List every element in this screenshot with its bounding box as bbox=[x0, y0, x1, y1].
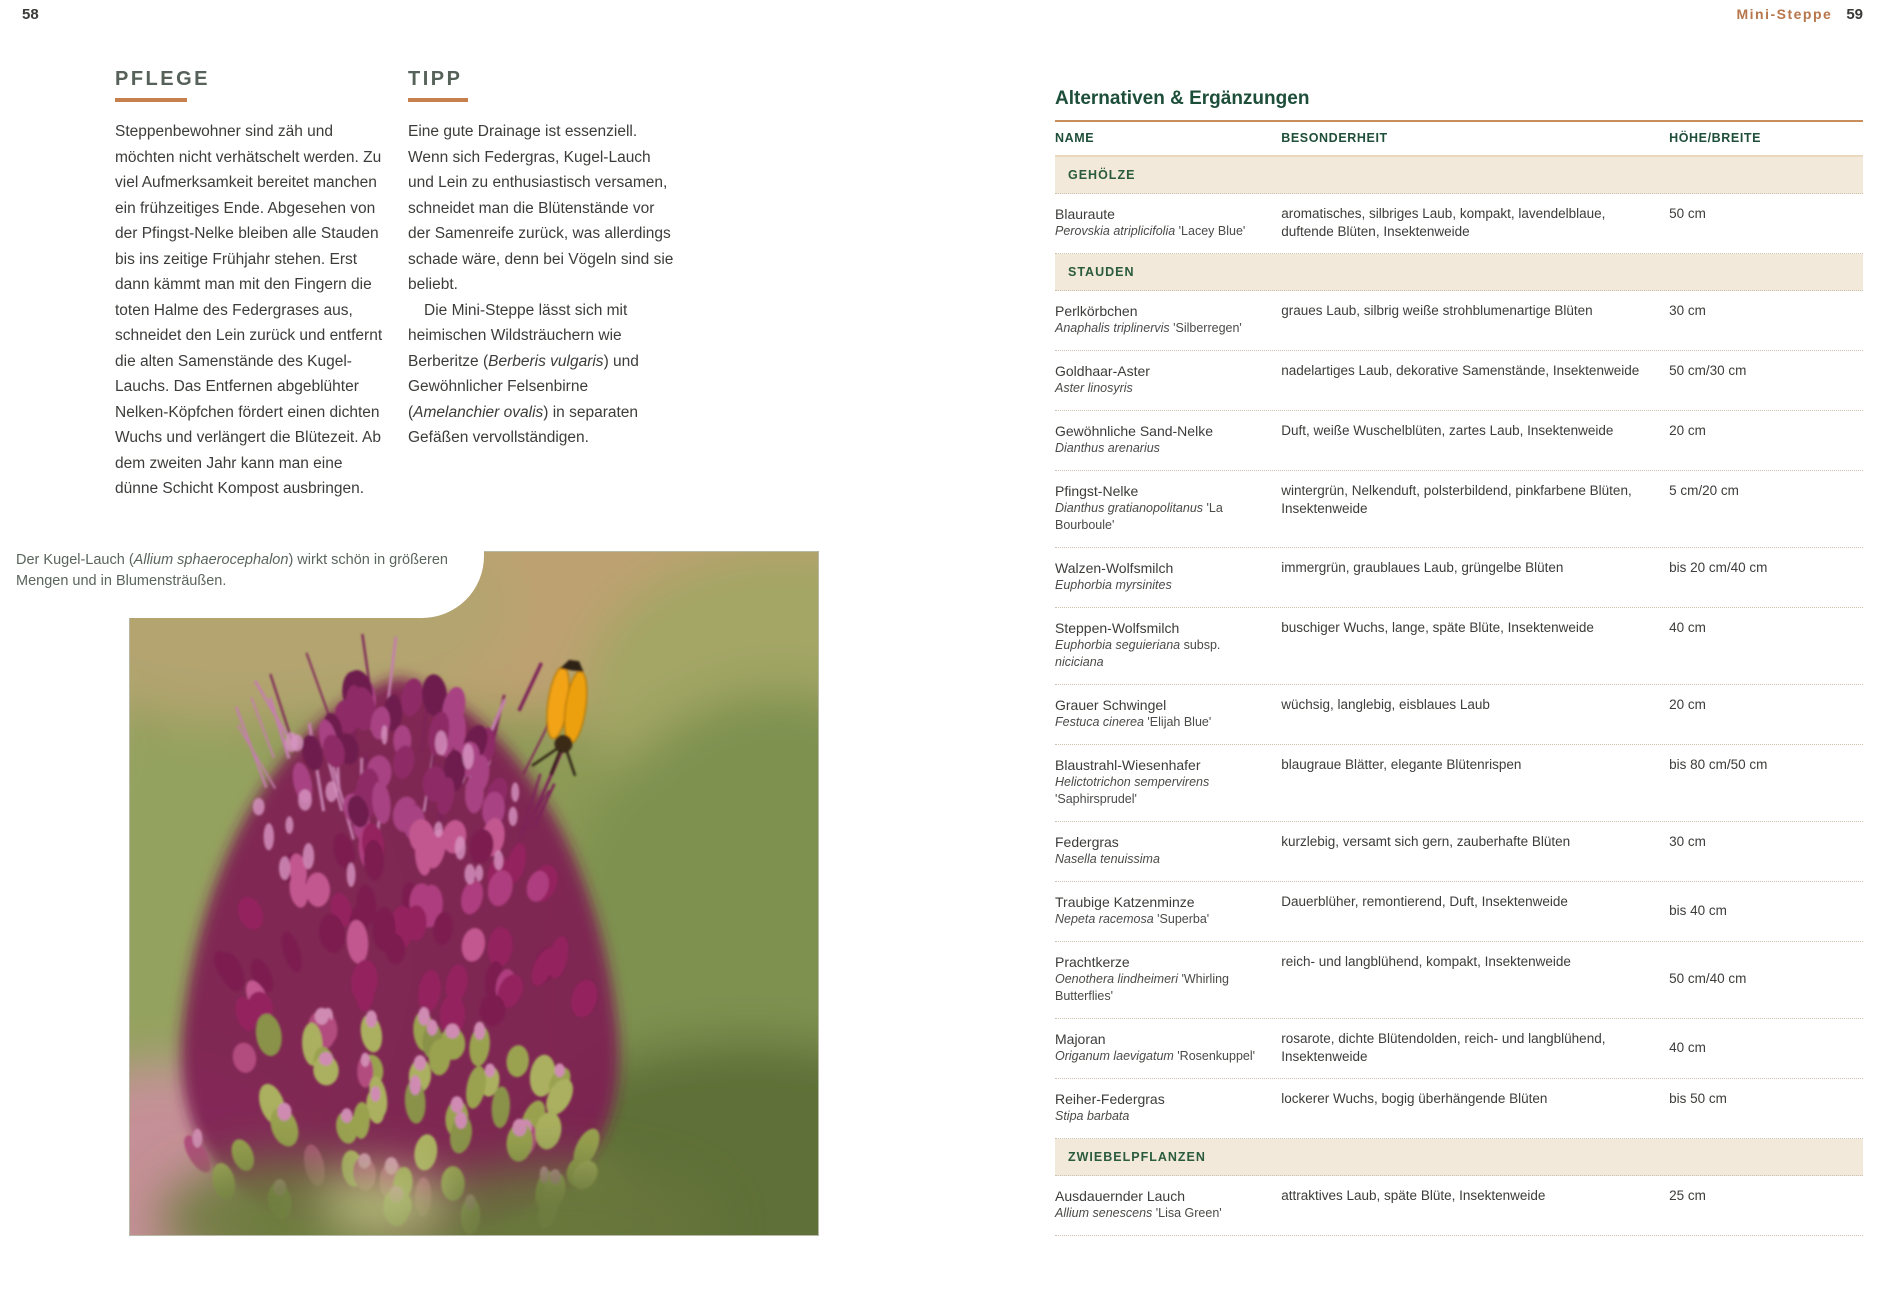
plant-botanical-name: Stipa barbata bbox=[1055, 1109, 1130, 1123]
plant-common-name: Grauer Schwingel bbox=[1055, 697, 1167, 713]
section-band bbox=[1055, 254, 1863, 291]
table-row bbox=[1055, 608, 1863, 685]
plant-name-cell bbox=[1055, 756, 1281, 808]
tipp-heading: TIPP bbox=[408, 68, 463, 90]
plant-size-cell: bis 40 cm bbox=[1669, 902, 1727, 918]
plant-botanical-name: Helictotrichon sempervirens 'Saphirsprudel' bbox=[1055, 775, 1210, 806]
plant-trait-cell: kurzlebig, versamt sich gern, zauberhafte Blüten bbox=[1281, 834, 1571, 849]
page-header-right bbox=[1055, 6, 1863, 24]
plant-size-cell: 5 cm/20 cm bbox=[1669, 483, 1739, 498]
heading-underline bbox=[115, 98, 187, 102]
plant-name-cell bbox=[1055, 362, 1281, 397]
plant-trait-cell: reich- und langblühend, kompakt, Insektenweide bbox=[1281, 954, 1571, 969]
plant-size-cell: 50 cm/30 cm bbox=[1669, 363, 1747, 378]
table-row bbox=[1055, 548, 1863, 608]
plant-trait-cell: graues Laub, silbrig weiße strohblumenartige Blüten bbox=[1281, 303, 1593, 318]
plant-common-name: Walzen-Wolfsmilch bbox=[1055, 560, 1174, 576]
plant-trait-cell: attraktives Laub, späte Blüte, Insektenweide bbox=[1281, 1188, 1546, 1203]
table-row bbox=[1055, 745, 1863, 822]
plant-name-cell bbox=[1055, 619, 1281, 671]
section-label: ZWIEBELPFLANZEN bbox=[1068, 1150, 1206, 1164]
plant-common-name: Federgras bbox=[1055, 834, 1119, 850]
table-row bbox=[1055, 882, 1863, 942]
plant-common-name: Reiher-Federgras bbox=[1055, 1091, 1165, 1107]
plant-name-cell bbox=[1055, 953, 1281, 1005]
plant-name-cell bbox=[1055, 833, 1281, 868]
plant-trait-cell: buschiger Wuchs, lange, späte Blüte, Insektenweide bbox=[1281, 620, 1594, 635]
pflege-heading: PFLEGE bbox=[115, 68, 211, 90]
plant-botanical-name: Origanum laevigatum 'Rosenkuppel' bbox=[1055, 1049, 1256, 1063]
photo-caption: Der Kugel-Lauch (Allium sphaerocephalon) wirkt schön in größeren Mengen und in Blumensträußen. bbox=[16, 552, 448, 589]
table-row bbox=[1055, 194, 1863, 254]
tipp-paragraph-2: Die Mini-Steppe lässt sich mit heimischen Wildsträuchern wie Berberitze (Berberis vulgaris) und Gewöhnlicher Felsenbirne (Amelanchier ovalis) in separaten Gefäßen vervollständigen. bbox=[408, 301, 639, 446]
plant-name-cell bbox=[1055, 422, 1281, 457]
plant-name-cell bbox=[1055, 302, 1281, 337]
plant-size-cell: 30 cm bbox=[1669, 303, 1706, 318]
plant-trait-cell: Dauerblüher, remontierend, Duft, Insektenweide bbox=[1281, 894, 1568, 909]
plant-name-cell bbox=[1055, 1090, 1281, 1125]
column-header-besonderheit: BESONDERHEIT bbox=[1281, 131, 1388, 145]
plant-trait-cell: blaugraue Blätter, elegante Blütenrispen bbox=[1281, 757, 1522, 772]
plant-common-name: Blaustrahl-Wiesenhafer bbox=[1055, 757, 1201, 773]
plant-name-cell bbox=[1055, 205, 1281, 240]
plant-size-cell: bis 50 cm bbox=[1669, 1091, 1727, 1106]
plant-size-cell: 50 cm/40 cm bbox=[1669, 971, 1747, 987]
plant-trait-cell: wintergrün, Nelkenduft, polsterbildend, pinkfarbene Blüten, Insektenweide bbox=[1281, 483, 1632, 516]
section-label: STAUDEN bbox=[1068, 265, 1135, 279]
chapter-label: Mini-Steppe bbox=[1736, 6, 1833, 22]
plant-size-cell: bis 80 cm/50 cm bbox=[1669, 757, 1768, 772]
plant-common-name: Gewöhnliche Sand-Nelke bbox=[1055, 423, 1213, 439]
table-row bbox=[1055, 411, 1863, 471]
table-row bbox=[1055, 942, 1863, 1019]
plant-size-cell: 20 cm bbox=[1669, 423, 1706, 438]
table-title: Alternativen & Ergänzungen bbox=[1055, 88, 1310, 109]
plant-common-name: Goldhaar-Aster bbox=[1055, 363, 1150, 379]
tipp-section bbox=[408, 68, 680, 451]
plant-trait-cell: aromatisches, silbriges Laub, kompakt, lavendelblaue, duftende Blüten, Insektenweide bbox=[1281, 206, 1606, 239]
plant-botanical-name: Euphorbia myrsinites bbox=[1055, 578, 1172, 592]
plant-name-cell bbox=[1055, 696, 1281, 731]
table-row bbox=[1055, 685, 1863, 745]
plant-trait-cell: wüchsig, langlebig, eisblaues Laub bbox=[1281, 697, 1490, 712]
plant-size-cell: 40 cm bbox=[1669, 620, 1706, 635]
plant-common-name: Majoran bbox=[1055, 1031, 1106, 1047]
plant-common-name: Traubige Katzenminze bbox=[1055, 894, 1195, 910]
plant-name-cell bbox=[1055, 559, 1281, 594]
plant-botanical-name: Nepeta racemosa 'Superba' bbox=[1055, 912, 1210, 926]
plant-trait-cell: nadelartiges Laub, dekorative Samenstände, Insektenweide bbox=[1281, 363, 1640, 378]
plant-size-cell: 40 cm bbox=[1669, 1039, 1706, 1055]
plant-botanical-name: Anaphalis triplinervis 'Silberregen' bbox=[1055, 321, 1242, 335]
plant-size-cell: 30 cm bbox=[1669, 834, 1706, 849]
plant-botanical-name: Aster linosyris bbox=[1055, 381, 1133, 395]
plant-botanical-name: Nasella tenuissima bbox=[1055, 852, 1160, 866]
plant-botanical-name: Dianthus arenarius bbox=[1055, 441, 1160, 455]
plant-botanical-name: Dianthus gratianopolitanus 'La Bourboule' bbox=[1055, 501, 1223, 532]
plant-name-cell bbox=[1055, 482, 1281, 534]
section-band bbox=[1055, 157, 1863, 194]
plant-botanical-name: Perovskia atriplicifolia 'Lacey Blue' bbox=[1055, 224, 1246, 238]
plant-name-cell bbox=[1055, 1030, 1281, 1065]
table-header-row bbox=[1055, 120, 1863, 155]
plant-botanical-name: Allium senescens 'Lisa Green' bbox=[1055, 1206, 1222, 1220]
plant-name-cell bbox=[1055, 893, 1281, 928]
plant-size-cell: 20 cm bbox=[1669, 697, 1706, 712]
section-label: GEHÖLZE bbox=[1068, 168, 1136, 182]
table-row bbox=[1055, 291, 1863, 351]
page-number-left: 58 bbox=[22, 6, 39, 23]
pflege-section bbox=[115, 68, 385, 502]
table-row bbox=[1055, 1079, 1863, 1139]
column-header-name: NAME bbox=[1055, 131, 1095, 145]
plant-size-cell: bis 20 cm/40 cm bbox=[1669, 560, 1768, 575]
plant-common-name: Ausdauernder Lauch bbox=[1055, 1188, 1185, 1204]
table-body bbox=[1055, 157, 1863, 1236]
section-band bbox=[1055, 1139, 1863, 1176]
plant-common-name: Pfingst-Nelke bbox=[1055, 483, 1139, 499]
plant-botanical-name: Festuca cinerea 'Elijah Blue' bbox=[1055, 715, 1212, 729]
page-number-right: 59 bbox=[1846, 6, 1863, 23]
plant-size-cell: 25 cm bbox=[1669, 1188, 1706, 1203]
table-row bbox=[1055, 471, 1863, 548]
plant-botanical-name: Euphorbia seguieriana subsp. niciciana bbox=[1055, 638, 1221, 669]
table-row bbox=[1055, 1019, 1863, 1079]
plant-name-cell bbox=[1055, 1187, 1281, 1222]
table-row bbox=[1055, 1176, 1863, 1236]
table-row bbox=[1055, 822, 1863, 882]
heading-underline bbox=[408, 98, 468, 102]
pflege-paragraph: Steppenbewohner sind zäh und möchten nicht verhätschelt werden. Zu viel Aufmerksamkeit bereitet manchen ein frühzeitiges Ende. Abgesehen von der Pfingst-Nelke bleiben alle Stauden bis ins zeitige Frühjahr stehen. Erst dann kämmt man mit den Fingern die toten Halme des Federgrases aus, schneidet den Lein zurück und entfernt die alten Samenstände des Kugel-Lauchs. Das Entfernen abgeblühter Nelken-Köpfchen fördert einen dichten Wuchs und verlängert die Blütezeit. Ab dem zweiten Jahr kann man eine dünne Schicht Kompost ausbringen. bbox=[115, 123, 383, 497]
tipp-paragraph-1: Eine gute Drainage ist essenziell. Wenn sich Federgras, Kugel-Lauch und Lein zu enthusiastisch versamen, schneidet man die Blütenstände vor der Samenreife zurück, was allerdings schade wäre, denn bei Vögeln sind sie beliebt. bbox=[408, 123, 674, 293]
plant-common-name: Perlkörbchen bbox=[1055, 303, 1138, 319]
table-row bbox=[1055, 351, 1863, 411]
plant-common-name: Blauraute bbox=[1055, 206, 1115, 222]
plant-common-name: Steppen-Wolfsmilch bbox=[1055, 620, 1180, 636]
column-header-hoehe-breite: HÖHE/BREITE bbox=[1669, 131, 1762, 145]
allium-photo bbox=[130, 552, 818, 1235]
allium-photo-illustration bbox=[130, 552, 818, 1235]
plant-trait-cell: immergrün, graublaues Laub, grüngelbe Blüten bbox=[1281, 560, 1564, 575]
photo-caption-panel bbox=[0, 538, 484, 618]
plant-botanical-name: Oenothera lindheimeri 'Whirling Butterflies' bbox=[1055, 972, 1230, 1003]
plant-trait-cell: Duft, weiße Wuschelblüten, zartes Laub, Insektenweide bbox=[1281, 423, 1614, 438]
alternatives-table bbox=[1055, 88, 1863, 1236]
plant-trait-cell: lockerer Wuchs, bogig überhängende Blüten bbox=[1281, 1091, 1548, 1106]
plant-size-cell: 50 cm bbox=[1669, 206, 1706, 221]
plant-common-name: Prachtkerze bbox=[1055, 954, 1130, 970]
plant-trait-cell: rosarote, dichte Blütendolden, reich- und langblühend, Insektenweide bbox=[1281, 1031, 1606, 1064]
